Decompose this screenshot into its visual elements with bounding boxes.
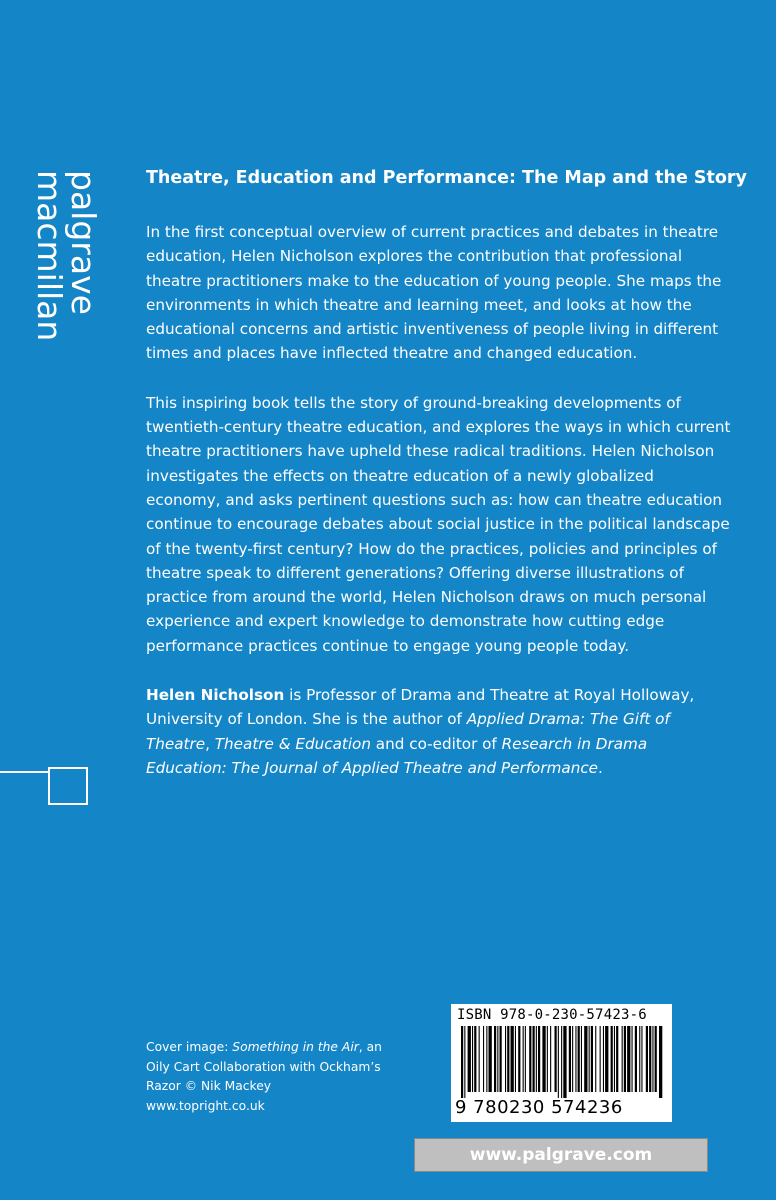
blurb-paragraph-1: In the first conceptual overview of current practices and debates in theatre education, Helen Nicholson explores the contribution that professional theatre practitioners make to the education of young people. She maps the environments in which theatre and learning meet, and looks at how the educational concerns and artistic inventiveness of people living in different times and places have inflected theatre and changed education. bbox=[146, 223, 722, 363]
cover-work-title: Something in the Air bbox=[232, 1040, 359, 1054]
barcode-bars bbox=[461, 1026, 663, 1098]
barcode-bar bbox=[468, 1026, 471, 1092]
barcode-digits: 9 780230 574236 bbox=[455, 1097, 623, 1118]
logo-line-macmillan: macmillan bbox=[30, 170, 69, 342]
barcode-bar bbox=[649, 1026, 651, 1092]
barcode-bar bbox=[533, 1026, 535, 1092]
barcode-bar bbox=[655, 1026, 657, 1092]
publisher-website[interactable]: www.palgrave.com bbox=[414, 1138, 708, 1172]
journal-research-in-drama: Research in Drama Education: The Journal of Applied Theatre and Performance bbox=[146, 734, 648, 777]
barcode-bar bbox=[632, 1026, 633, 1092]
barcode-bar bbox=[578, 1026, 580, 1092]
barcode-bar bbox=[483, 1026, 484, 1092]
barcode-bar bbox=[659, 1026, 662, 1098]
barcode-bar bbox=[536, 1026, 537, 1092]
barcode-bar bbox=[515, 1026, 516, 1092]
isbn-barcode bbox=[451, 1004, 672, 1122]
barcode-bar bbox=[497, 1026, 498, 1092]
isbn-label: ISBN 978-0-230-57423-6 bbox=[457, 1007, 647, 1023]
barcode-bar bbox=[507, 1026, 509, 1092]
book-theatre-education: Theatre & Education bbox=[214, 734, 371, 753]
barcode-bar bbox=[611, 1026, 613, 1092]
barcode-bar bbox=[624, 1026, 626, 1092]
barcode-bar bbox=[595, 1026, 596, 1092]
barcode-bar bbox=[555, 1026, 557, 1092]
barcode-bar bbox=[641, 1026, 642, 1092]
logo-line-palgrave: palgrave bbox=[64, 170, 103, 315]
barcode-bar bbox=[523, 1026, 524, 1092]
cover-image-credit: Cover image: Something in the Air, an Oily Cart Collaboration with Ockham’s Razor © Nik Mackey www.topright.co.uk bbox=[146, 1040, 382, 1113]
credit-url: www.topright.co.uk bbox=[146, 1098, 265, 1113]
barcode-bar bbox=[518, 1026, 520, 1092]
barcode-bar bbox=[581, 1026, 582, 1092]
barcode-bar bbox=[635, 1026, 637, 1092]
decorative-square bbox=[48, 767, 88, 805]
barcode-bar bbox=[652, 1026, 653, 1092]
book-applied-drama: Applied Drama: The Gift of Theatre bbox=[146, 710, 670, 753]
barcode-bar bbox=[572, 1026, 573, 1092]
book-title: Theatre, Education and Performance: The Map and the Story bbox=[146, 168, 747, 188]
author-bio: Helen Nicholson is Professor of Drama and Theatre at Royal Holloway, University of London. She is the author of Applied Drama: The Gift of Theatre, Theatre & Education and co-editor of Research in Drama Education: The Journal of Applied Theatre and Performance. bbox=[146, 686, 695, 777]
barcode-bar bbox=[474, 1026, 476, 1092]
barcode-bar bbox=[538, 1026, 540, 1092]
barcode-bar bbox=[464, 1026, 465, 1098]
barcode-bar bbox=[561, 1026, 562, 1098]
barcode-bar bbox=[646, 1026, 648, 1092]
barcode-bar bbox=[627, 1026, 630, 1092]
barcode-bar bbox=[489, 1026, 492, 1092]
barcode-bar bbox=[569, 1026, 571, 1092]
barcode-bar bbox=[622, 1026, 623, 1092]
barcode-bar bbox=[616, 1026, 618, 1092]
decorative-rule bbox=[0, 771, 48, 773]
barcode-bar bbox=[550, 1026, 551, 1092]
barcode-bar bbox=[605, 1026, 608, 1092]
barcode-bar bbox=[603, 1026, 604, 1092]
barcode-bar bbox=[591, 1026, 593, 1092]
barcode-bar bbox=[589, 1026, 590, 1092]
barcode-bar bbox=[511, 1026, 514, 1092]
barcode-bar bbox=[461, 1026, 463, 1098]
blurb-paragraph-2: This inspiring book tells the story of ground-breaking developments of twentieth-century theatre education, and explores the ways in which current theatre practitioners have upheld these radical traditions. Helen Nicholson investigates the effects on theatre education of a newly globalized economy, and asks pertinent questions such as: how can theatre education continue to encourage debates about social justice in the political landscape of the twenty-first century? How do the practices, policies and principles of theatre speak to different generations? Offering diverse illustrations of practice from around the world, Helen Nicholson draws on much personal experience and expert knowledge to demonstrate how cutting edge performance practices continue to engage young people today. bbox=[146, 393, 731, 655]
barcode-bar bbox=[479, 1026, 480, 1092]
barcode-bar bbox=[529, 1026, 531, 1092]
barcode-bar bbox=[542, 1026, 545, 1092]
barcode-bar bbox=[563, 1026, 566, 1098]
barcode-bar bbox=[525, 1026, 526, 1092]
barcode-bar bbox=[486, 1026, 487, 1092]
barcode-bar bbox=[494, 1026, 496, 1092]
barcode-bar bbox=[575, 1026, 576, 1092]
barcode-bar bbox=[614, 1026, 615, 1092]
author-name: Helen Nicholson bbox=[146, 686, 285, 705]
barcode-bar bbox=[639, 1026, 640, 1092]
barcode-bar bbox=[500, 1026, 502, 1092]
barcode-bar bbox=[558, 1026, 559, 1098]
barcode-bar bbox=[472, 1026, 473, 1092]
barcode-bar bbox=[547, 1026, 548, 1092]
publisher-logo bbox=[30, 170, 103, 370]
barcode-bar bbox=[600, 1026, 601, 1092]
barcode-bar bbox=[584, 1026, 587, 1092]
barcode-bar bbox=[505, 1026, 506, 1092]
blurb bbox=[146, 163, 747, 805]
